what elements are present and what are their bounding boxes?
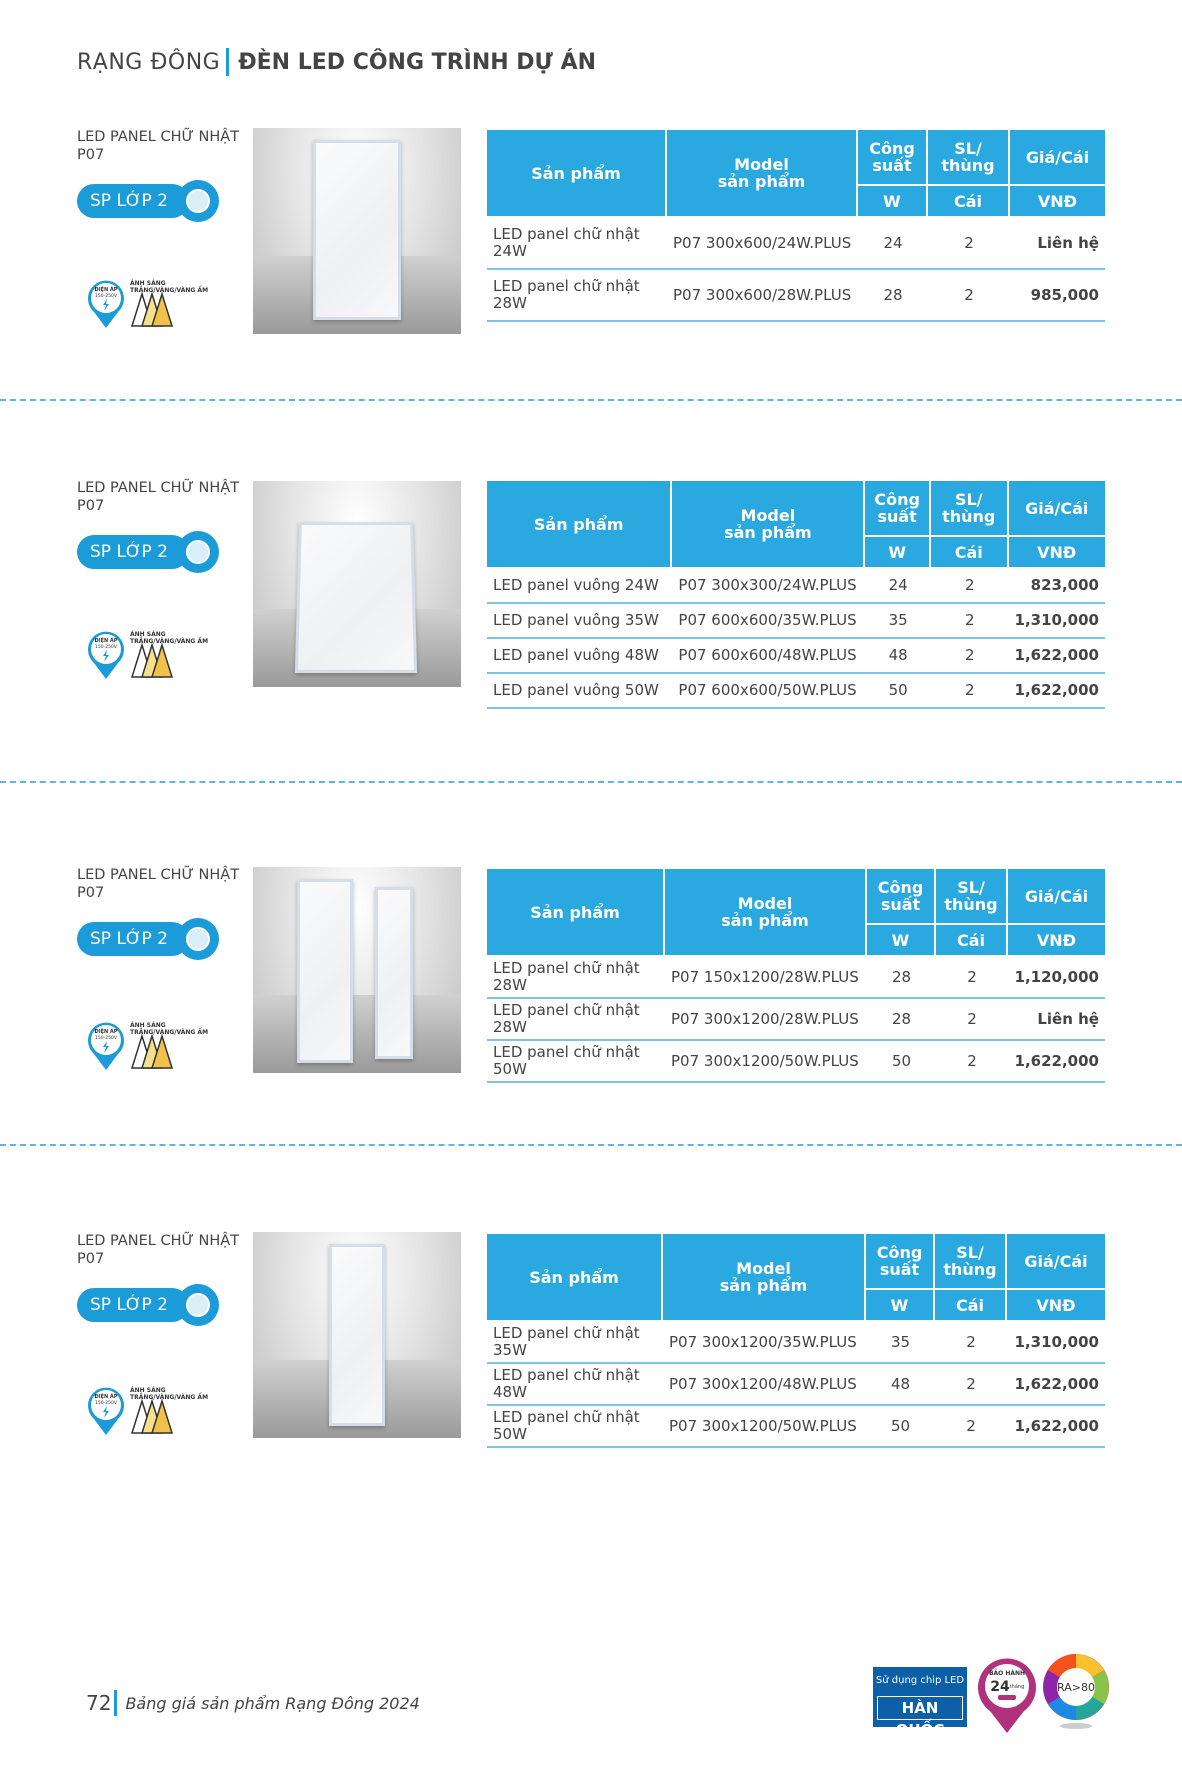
cell-power: 50: [866, 1406, 935, 1448]
ring-icon: [177, 180, 219, 222]
cell-qty: 2: [936, 999, 1008, 1041]
power-header-1: Công: [869, 139, 915, 158]
table-row: [487, 218, 1105, 270]
warranty-line-2: 24: [990, 1679, 1010, 1695]
class-2-badge: [77, 180, 217, 224]
badge-label: SP LỚP 2: [77, 535, 189, 569]
cell-model: P07 300x1200/50W.PLUS: [663, 1406, 866, 1448]
unit-power: W: [858, 186, 928, 218]
panel-image: [313, 140, 401, 320]
model-header-2: sản phẩm: [721, 911, 809, 930]
panel-image: [295, 522, 417, 673]
qty-header-2: thùng: [941, 156, 995, 175]
product-line-1: LED panel chữ nhật: [493, 1324, 640, 1342]
table-row: [487, 1322, 1105, 1364]
light-label-2: TRẮNG/VÀNG/VÀNG ẤM: [130, 1029, 209, 1036]
unit-qty: Cái: [931, 537, 1009, 569]
price-table: [487, 481, 1105, 709]
voltage-label: ĐIỆN ÁP: [94, 1029, 118, 1035]
product-name-line-2: P07: [77, 147, 105, 163]
cell-model: P07 300x1200/28W.PLUS: [665, 999, 867, 1041]
photo-floor: [253, 995, 461, 1073]
class-2-badge: [77, 918, 217, 962]
cell-model: P07 300x1200/35W.PLUS: [663, 1322, 866, 1364]
col-header-model: [665, 869, 867, 957]
qty-header-2: thùng: [944, 895, 998, 914]
voltage-value: 150-250V: [95, 645, 117, 650]
col-header-product: Sản phẩm: [487, 130, 667, 218]
product-photo: [253, 1232, 461, 1438]
cell-power: 28: [867, 999, 936, 1041]
table-row: [487, 957, 1105, 999]
col-header-model: [667, 130, 858, 218]
col-header-power: [866, 1234, 935, 1290]
product-name-line-1: LED PANEL CHỮ NHẬT: [77, 129, 240, 145]
product-line-1: LED panel chữ nhật: [493, 277, 640, 295]
price-table: [487, 869, 1105, 1083]
badge-label: SP LỚP 2: [77, 1288, 189, 1322]
panel-image: [297, 879, 353, 1063]
qty-header-1: SL/: [954, 490, 983, 509]
col-header-price: Giá/Cái: [1009, 481, 1106, 537]
cell-price: 823,000: [1009, 569, 1106, 604]
cell-qty: 2: [936, 957, 1008, 999]
voltage-value: 150-250V: [95, 1401, 117, 1406]
model-header-1: Model: [736, 1259, 791, 1278]
product-name: [77, 479, 239, 515]
warranty-line-1: BẢO HÀNH: [988, 1670, 1026, 1677]
product-photo: [253, 128, 461, 334]
unit-qty: Cái: [928, 186, 1010, 218]
product-line-1: LED panel chữ nhật: [493, 1001, 640, 1019]
cell-qty: 2: [935, 1406, 1007, 1448]
voltage-value: 150-250V: [95, 1036, 117, 1041]
table-row: [487, 1364, 1105, 1406]
cell-price: 1,622,000: [1009, 639, 1106, 674]
warranty-line-3: tháng: [1009, 1684, 1025, 1690]
power-header-1: Công: [877, 878, 924, 897]
qty-header-2: thùng: [943, 1260, 997, 1279]
product-line-1: LED panel chữ nhật: [493, 1043, 640, 1061]
cell-model: P07 150x1200/28W.PLUS: [665, 957, 867, 999]
qty-header-1: SL/: [954, 139, 982, 158]
unit-price: VNĐ: [1007, 1290, 1105, 1322]
section-divider: [0, 781, 1182, 783]
col-header-price: Giá/Cái: [1010, 130, 1105, 186]
table-row: [487, 569, 1105, 604]
page-title: ĐÈN LED CÔNG TRÌNH DỰ ÁN: [238, 49, 597, 75]
cell-power: 50: [867, 1041, 936, 1083]
light-cones-icon: [130, 1034, 174, 1074]
light-label-1: ÁNH SÁNG: [130, 1387, 166, 1394]
cell-qty: 2: [931, 604, 1009, 639]
power-header-2: suất: [880, 895, 921, 914]
col-header-power: [865, 481, 931, 537]
product-line-1: LED panel chữ nhật: [493, 959, 640, 977]
light-cones-icon: [130, 292, 174, 332]
voltage-label: ĐIỆN ÁP: [94, 287, 118, 293]
page-footer: [86, 1690, 420, 1716]
product-line-2: 35W: [493, 1341, 527, 1359]
product-line-2: 28W: [493, 1018, 527, 1036]
light-cones-icon: [130, 1399, 174, 1439]
model-header-2: sản phẩm: [719, 1276, 808, 1295]
spec-icons: [86, 629, 226, 685]
cell-price: 1,310,000: [1007, 1322, 1105, 1364]
product-line-2: 28W: [493, 976, 527, 994]
cell-qty: 2: [935, 1364, 1007, 1406]
model-header-1: Model: [734, 155, 789, 174]
cell-model: P07 600x600/35W.PLUS: [672, 604, 865, 639]
unit-power: W: [865, 537, 931, 569]
col-header-model: [663, 1234, 866, 1322]
cell-model: P07 300x600/24W.PLUS: [667, 218, 858, 270]
cell-qty: 2: [928, 270, 1010, 322]
ra-value: RA>80: [1057, 1681, 1095, 1694]
cell-price: Liên hệ: [1010, 218, 1105, 270]
qty-header-1: SL/: [956, 1243, 984, 1262]
cell-qty: 2: [935, 1322, 1007, 1364]
unit-power: W: [866, 1290, 935, 1322]
page-header: [77, 48, 596, 76]
voltage-value: 150-250V: [95, 294, 117, 299]
cell-power: 28: [858, 270, 928, 322]
product-name-line-1: LED PANEL CHỮ NHẬT: [77, 1233, 240, 1249]
unit-price: VNĐ: [1010, 186, 1105, 218]
qty-header-2: thùng: [942, 507, 996, 526]
cell-product: [487, 999, 665, 1041]
table-row: [487, 1406, 1105, 1448]
product-line-2: 48W: [493, 1383, 527, 1401]
cell-product: LED panel vuông 50W: [487, 674, 672, 709]
product-line-2: 50W: [493, 1425, 527, 1443]
product-name-line-2: P07: [77, 498, 105, 514]
unit-qty: Cái: [935, 1290, 1007, 1322]
col-header-model: [672, 481, 865, 569]
section-divider: [0, 1144, 1182, 1146]
chip-line-2: HÀN QUỐC: [877, 1696, 963, 1720]
cell-power: 24: [858, 218, 928, 270]
voltage-label: ĐIỆN ÁP: [94, 1394, 118, 1400]
product-line-2: 28W: [493, 294, 527, 312]
power-header-2: suất: [879, 1260, 920, 1279]
product-line-1: LED panel chữ nhật: [493, 1366, 640, 1384]
cell-product: [487, 1322, 663, 1364]
col-header-qty: [935, 1234, 1007, 1290]
badge-label: SP LỚP 2: [77, 922, 189, 956]
unit-price: VNĐ: [1009, 537, 1106, 569]
cell-power: 35: [865, 604, 931, 639]
cell-product: [487, 1364, 663, 1406]
voltage-icon: [86, 1385, 126, 1437]
cell-power: 48: [866, 1364, 935, 1406]
cell-product: LED panel vuông 24W: [487, 569, 672, 604]
product-line-1: LED panel chữ nhật: [493, 225, 640, 243]
model-header-1: Model: [737, 894, 793, 913]
cell-product: LED panel vuông 48W: [487, 639, 672, 674]
product-name: [77, 866, 239, 902]
voltage-label: ĐIỆN ÁP: [94, 638, 118, 644]
col-header-product: Sản phẩm: [487, 869, 665, 957]
brand-name: RẠNG ĐÔNG: [77, 49, 221, 75]
qty-header-1: SL/: [957, 878, 985, 897]
cell-price: Liên hệ: [1008, 999, 1105, 1041]
product-name-line-1: LED PANEL CHỮ NHẬT: [77, 480, 240, 496]
cell-product: [487, 957, 665, 999]
class-2-badge: [77, 1284, 217, 1328]
voltage-icon: [86, 278, 126, 330]
table-row: [487, 999, 1105, 1041]
panel-image: [329, 1244, 385, 1426]
header-separator: [226, 48, 229, 76]
product-line-1: LED panel chữ nhật: [493, 1408, 640, 1426]
col-header-qty: [936, 869, 1008, 925]
table-row: [487, 674, 1105, 709]
cell-model: P07 300x1200/50W.PLUS: [665, 1041, 867, 1083]
cell-price: 1,622,000: [1007, 1406, 1105, 1448]
table-row: [487, 1041, 1105, 1083]
product-photo: [253, 481, 461, 687]
page-number: 72: [86, 1691, 112, 1715]
cell-price: 1,622,000: [1008, 1041, 1105, 1083]
light-label-2: TRẮNG/VÀNG/VÀNG ẤM: [130, 1394, 209, 1401]
power-header-1: Công: [874, 490, 920, 509]
cell-power: 48: [865, 639, 931, 674]
unit-price: VNĐ: [1008, 925, 1105, 957]
spec-icons: [86, 278, 226, 334]
col-header-qty: [931, 481, 1009, 537]
product-name: [77, 1232, 239, 1268]
col-header-product: Sản phẩm: [487, 1234, 663, 1322]
ring-icon: [177, 531, 219, 573]
cell-price: 1,310,000: [1009, 604, 1106, 639]
product-line-2: 50W: [493, 1060, 527, 1078]
power-header-1: Công: [876, 1243, 923, 1262]
table-row: [487, 604, 1105, 639]
product-photo: [253, 867, 461, 1073]
voltage-icon: [86, 629, 126, 681]
cell-power: 24: [865, 569, 931, 604]
cell-product: [487, 1406, 663, 1448]
cell-product: [487, 1041, 665, 1083]
korean-chip-badge: [873, 1667, 967, 1739]
cell-qty: 2: [928, 218, 1010, 270]
model-header-1: Model: [740, 506, 796, 525]
cell-product: LED panel vuông 35W: [487, 604, 672, 639]
price-table: [487, 1234, 1105, 1448]
col-header-product: Sản phẩm: [487, 481, 672, 569]
cell-price: 1,622,000: [1007, 1364, 1105, 1406]
cell-qty: 2: [936, 1041, 1008, 1083]
light-label-1: ÁNH SÁNG: [130, 280, 166, 287]
panel-image: [375, 887, 413, 1059]
cell-model: P07 300x1200/48W.PLUS: [663, 1364, 866, 1406]
light-label-1: ÁNH SÁNG: [130, 1022, 166, 1029]
color-rendering-icon: [1040, 1651, 1112, 1731]
section-divider: [0, 399, 1182, 401]
spec-icons: [86, 1020, 226, 1076]
footer-separator: [114, 1690, 117, 1716]
cell-qty: 2: [931, 674, 1009, 709]
badge-label: SP LỚP 2: [77, 184, 189, 218]
footer-text: Bảng giá sản phẩm Rạng Đông 2024: [125, 1693, 420, 1713]
unit-qty: Cái: [936, 925, 1008, 957]
table-row: [487, 270, 1105, 322]
cell-power: 50: [865, 674, 931, 709]
col-header-price: Giá/Cái: [1007, 1234, 1105, 1290]
cell-model: P07 300x600/28W.PLUS: [667, 270, 858, 322]
chip-line-1: Sử dụng chip LED: [875, 1675, 965, 1686]
col-header-power: [867, 869, 936, 925]
col-header-qty: [928, 130, 1010, 186]
cell-model: P07 300x300/24W.PLUS: [672, 569, 865, 604]
col-header-price: Giá/Cái: [1008, 869, 1105, 925]
power-header-2: suất: [872, 156, 912, 175]
warranty-icon: [976, 1655, 1038, 1735]
price-table: [487, 130, 1105, 322]
cell-qty: 2: [931, 639, 1009, 674]
product-name-line-1: LED PANEL CHỮ NHẬT: [77, 867, 240, 883]
voltage-icon: [86, 1020, 126, 1072]
light-label-2: TRẮNG/VÀNG/VÀNG ẤM: [130, 638, 209, 645]
light-label-1: ÁNH SÁNG: [130, 631, 166, 638]
col-header-power: [858, 130, 928, 186]
table-row: [487, 639, 1105, 674]
model-header-2: sản phẩm: [724, 523, 812, 542]
power-header-2: suất: [877, 507, 917, 526]
unit-power: W: [867, 925, 936, 957]
cell-price: 1,622,000: [1009, 674, 1106, 709]
product-line-2: 24W: [493, 242, 527, 260]
model-header-2: sản phẩm: [717, 172, 806, 191]
ring-icon: [177, 918, 219, 960]
cell-product: [487, 270, 667, 322]
cell-model: P07 600x600/50W.PLUS: [672, 674, 865, 709]
product-name-line-2: P07: [77, 885, 105, 901]
product-name-line-2: P07: [77, 1251, 105, 1267]
cell-power: 35: [866, 1322, 935, 1364]
cell-qty: 2: [931, 569, 1009, 604]
cell-power: 28: [867, 957, 936, 999]
product-name: [77, 128, 239, 164]
light-cones-icon: [130, 643, 174, 683]
cell-price: 985,000: [1010, 270, 1105, 322]
cell-price: 1,120,000: [1008, 957, 1105, 999]
cell-model: P07 600x600/48W.PLUS: [672, 639, 865, 674]
class-2-badge: [77, 531, 217, 575]
cell-product: [487, 218, 667, 270]
ring-icon: [177, 1284, 219, 1326]
spec-icons: [86, 1385, 226, 1441]
light-label-2: TRẮNG/VÀNG/VÀNG ẤM: [130, 287, 209, 294]
